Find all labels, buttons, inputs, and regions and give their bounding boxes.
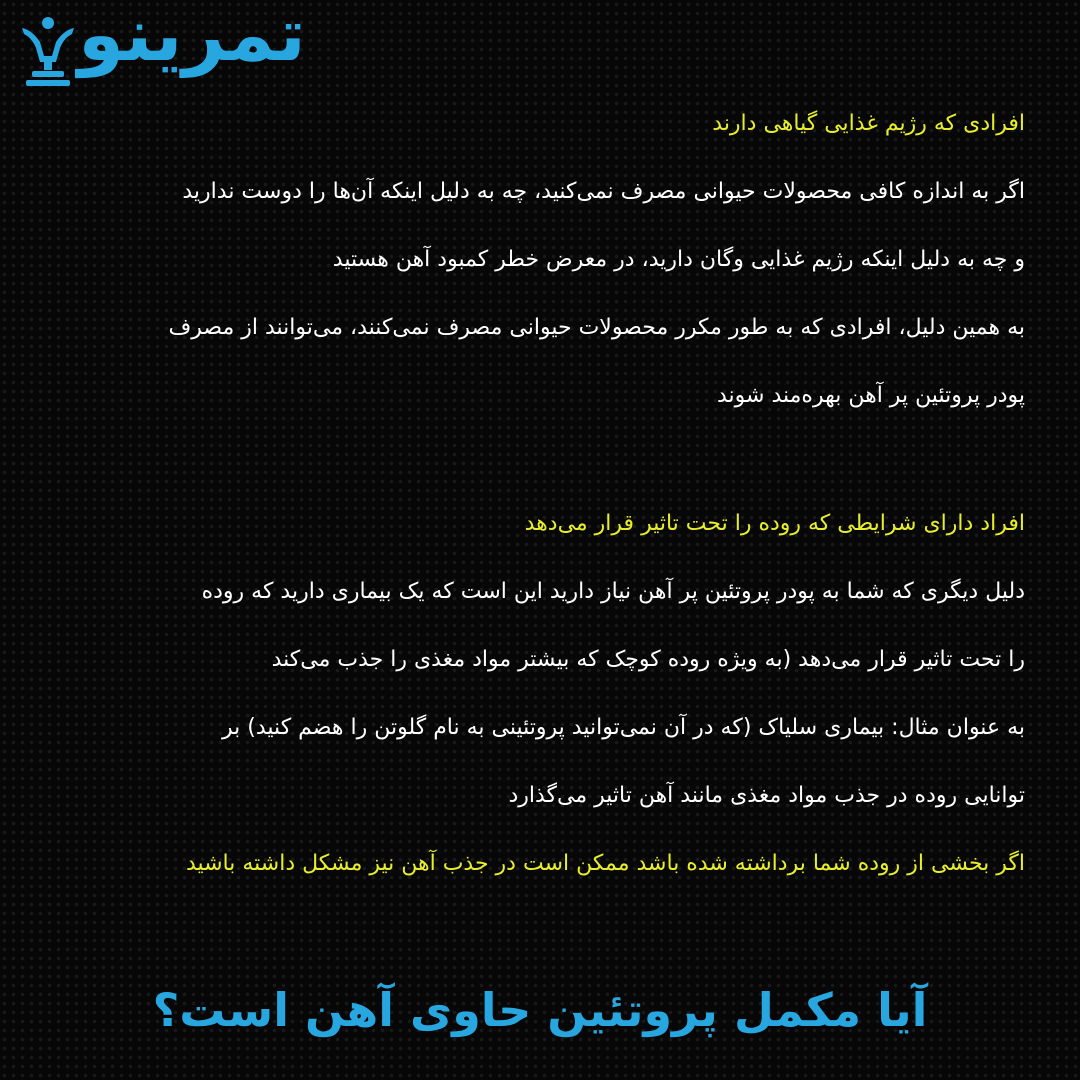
- paragraph-line: پودر پروتئین پر آهن بهره‌مند شوند: [717, 383, 1025, 408]
- paragraph-line: توانایی روده در جذب مواد مغذی مانند آهن تاثیر می‌گذارد: [508, 783, 1025, 808]
- paragraph-line: اگر به اندازه کافی محصولات حیوانی مصرف نمی‌کنید، چه به دلیل اینکه آن‌ها را دوست ندارید: [182, 179, 1025, 204]
- closing-highlight: اگر بخشی از روده شما برداشته شده باشد ممکن است در جذب آهن نیز مشکل داشته باشید: [185, 851, 1025, 876]
- section-heading: افرادی که رژیم غذایی گیاهی دارند: [712, 111, 1025, 136]
- paragraph-line: دلیل دیگری که شما به پودر پروتئین پر آهن نیاز دارید این است که یک بیماری دارید که روده: [201, 579, 1025, 604]
- article-body: [40, 90, 1025, 898]
- brand-logo: [14, 0, 454, 96]
- paragraph-line: به عنوان مثال: بیماری سلیاک (که در آن نمی‌توانید پروتئینی به نام گلوتن را هضم کنید) بر: [222, 715, 1025, 740]
- goblet-trophy-icon: [18, 16, 78, 94]
- brand-logo-text: تمرینو: [78, 0, 306, 78]
- paragraph-line: به همین دلیل، افرادی که به طور مکرر محصولات حیوانی مصرف نمی‌کنند، می‌توانند از مصرف: [168, 315, 1025, 340]
- page-title: آیا مکمل پروتئین حاوی آهن است؟: [152, 983, 928, 1037]
- section-spacer: [40, 430, 1025, 490]
- paragraph-line: و چه به دلیل اینکه رژیم غذایی وگان دارید، در معرض خطر کمبود آهن هستید: [332, 247, 1025, 272]
- paragraph-line: را تحت تاثیر قرار می‌دهد (به ویژه روده کوچک که بیشتر مواد مغذی را جذب می‌کند: [271, 647, 1025, 672]
- section-heading: افراد دارای شرایطی که روده را تحت تاثیر قرار می‌دهد: [524, 511, 1025, 536]
